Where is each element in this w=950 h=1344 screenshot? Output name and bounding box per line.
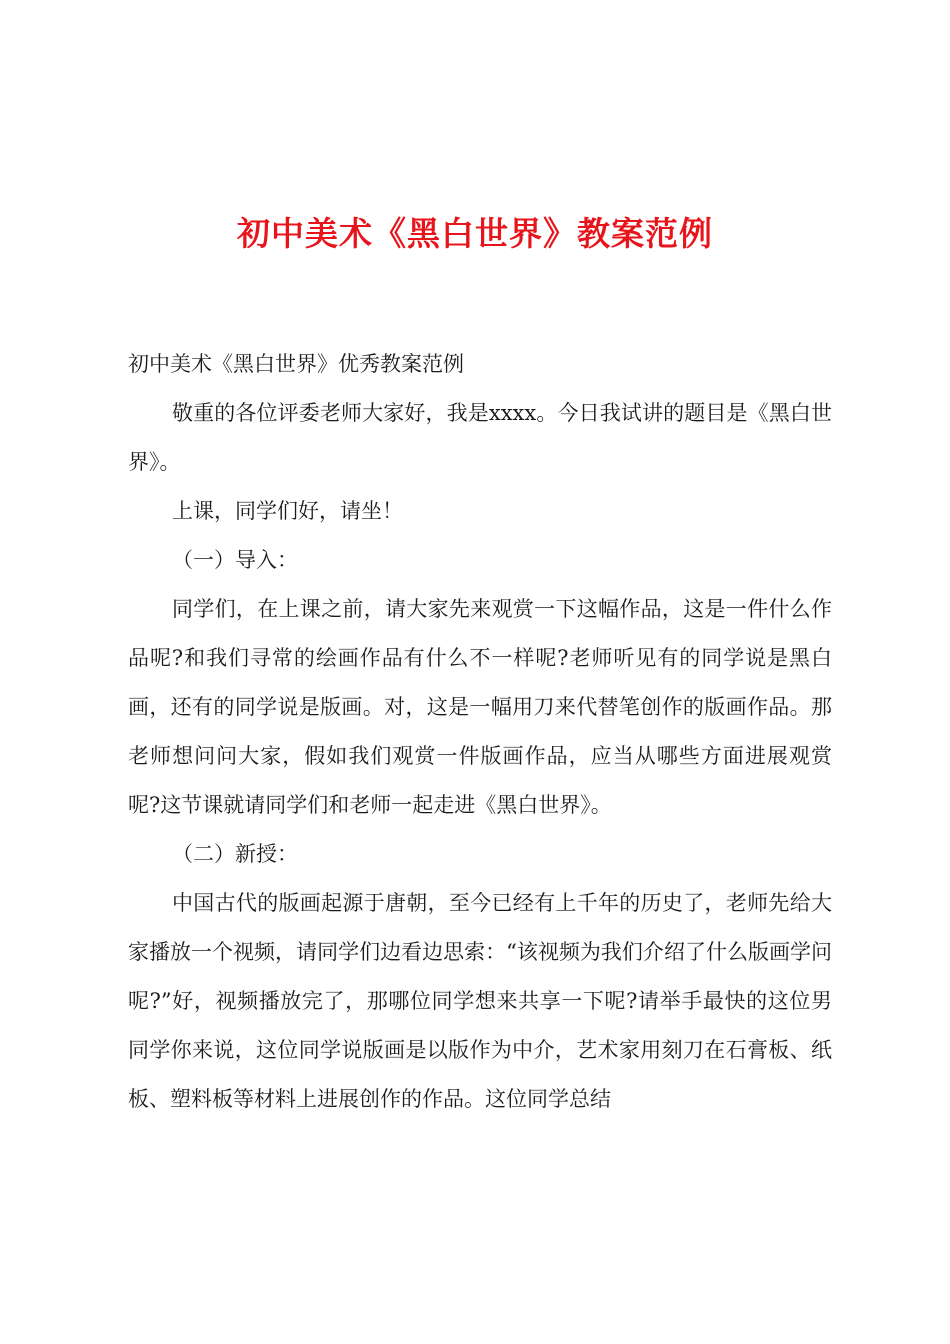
class-start-paragraph: 上课，同学们好，请坐！ [172,499,403,523]
new-lesson-paragraph: 中国古代的版画起源于唐朝，至今已经有上千年的历史了，老师先给大家播放一个视频，请同学们边看边思索：“该视频为我们介绍了什么版画学问呢?”好，视频播放完了，那哪位同学想来共享一下呢?请举手最快的这位男同学你来说，这位同学说版画是以版作为中介，艺术家用刻刀在石膏板、纸板、塑料板等材料上进展创作的作品。这位同学总结 [128,891,832,1111]
section-heading-intro: （一）导入： [172,548,298,572]
document-body [128,340,832,1124]
document-title: 初中美术《黑白世界》教案范例 [237,214,713,253]
greeting-paragraph: 敬重的各位评委老师大家好，我是xxxx。今日我试讲的题目是《黑白世界》。 [128,401,832,474]
section-heading-new-lesson: （二）新授： [172,842,298,866]
subtitle-paragraph: 初中美术《黑白世界》优秀教案范例 [128,352,464,376]
intro-paragraph: 同学们，在上课之前，请大家先来观赏一下这幅作品，这是一件什么作品呢?和我们寻常的绘画作品有什么不一样呢?老师听见有的同学说是黑白画，还有的同学说是版画。对，这是一幅用刀来代替笔创作的版画作品。那老师想问问大家，假如我们观赏一件版画作品，应当从哪些方面进展观赏呢?这节课就请同学们和老师一起走进《黑白世界》。 [128,597,832,817]
